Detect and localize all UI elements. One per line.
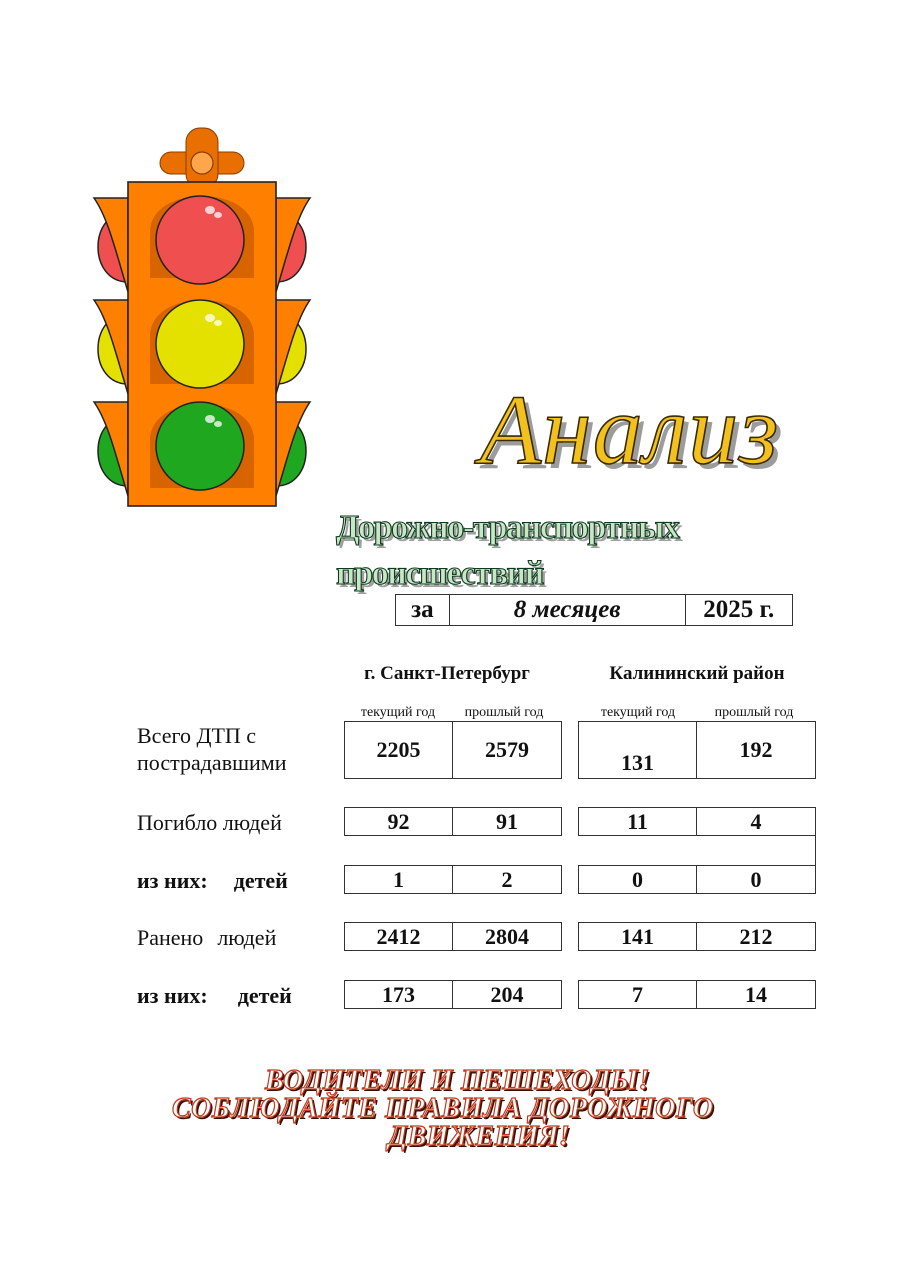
row-label-part: детей — [237, 983, 292, 1008]
value-cell: 2804 — [485, 923, 529, 949]
value-cell: 2412 — [345, 923, 453, 950]
value-cell: 141 — [579, 923, 697, 950]
slogan-line-1: ВОДИТЕЛИ И ПЕШЕХОДЫ! — [265, 1065, 650, 1096]
row-label-killed: Погибло людей — [137, 810, 282, 835]
period-months: 8 месяцев — [450, 595, 686, 625]
value-cell: 14 — [745, 981, 767, 1007]
district-killed-children-box — [578, 865, 816, 894]
row-label-line: Всего ДТП с — [137, 723, 257, 748]
row-label-part: детей — [233, 868, 288, 893]
value-cell: 131 — [579, 722, 697, 778]
group-header-district: Калининский район — [609, 663, 785, 684]
value-cell: 212 — [739, 923, 773, 949]
value-cell: 7 — [579, 981, 697, 1008]
value-cell: 2205 — [345, 722, 453, 778]
col-header-district-previous: прошлый год — [714, 705, 794, 720]
row-label-part: из них: — [137, 868, 208, 893]
value-cell: 2 — [501, 866, 513, 892]
spb-killed-box — [344, 807, 562, 836]
value-cell: 0 — [750, 866, 762, 892]
value-cell: 0 — [579, 866, 697, 893]
value-cell: 192 — [739, 737, 773, 762]
row-label-part: из них: — [137, 983, 208, 1008]
slogan-line-2: СОБЛЮДАЙТЕ ПРАВИЛА ДОРОЖНОГО — [172, 1093, 714, 1124]
period-prefix: за — [396, 595, 450, 625]
period-box — [395, 594, 793, 626]
page-title: Анализ — [480, 374, 780, 485]
value-cell: 91 — [496, 808, 518, 834]
value-cell: 2579 — [485, 737, 529, 762]
row-label-part: людей — [217, 925, 277, 950]
row-label-total — [137, 722, 287, 776]
col-header-district-current: текущий год — [600, 705, 676, 720]
row-label-injured-children — [137, 982, 292, 1009]
group-header-spb: г. Санкт-Петербург — [364, 663, 530, 684]
district-total-box — [578, 721, 816, 779]
value-cell: 173 — [345, 981, 453, 1008]
value-cell: 204 — [490, 981, 524, 1007]
spb-killed-children-box — [344, 865, 562, 894]
row-label-line: пострадавшими — [137, 750, 287, 775]
slogan-line-3: ДВИЖЕНИЯ! — [388, 1121, 571, 1152]
value-cell: 92 — [345, 808, 453, 835]
district-injured-children-box — [578, 980, 816, 1009]
col-header-spb-previous: прошлый год — [464, 705, 544, 720]
spb-injured-box — [344, 922, 562, 951]
period-year: 2025 г. — [703, 596, 775, 623]
row-label-part: Ранено — [137, 925, 204, 950]
district-killed-box — [578, 807, 816, 836]
traffic-light-illustration — [88, 122, 318, 514]
value-cell: 1 — [345, 866, 453, 893]
value-cell: 11 — [579, 808, 697, 835]
spb-total-box — [344, 721, 562, 779]
spb-injured-children-box — [344, 980, 562, 1009]
page-subtitle: Дорожно-транспортных происшествий — [336, 509, 679, 592]
row-label-killed-children — [137, 867, 288, 894]
col-header-spb-current: текущий год — [360, 705, 436, 720]
row-label-injured — [137, 924, 276, 951]
district-injured-box — [578, 922, 816, 951]
divider — [815, 835, 816, 865]
value-cell: 4 — [750, 808, 762, 834]
